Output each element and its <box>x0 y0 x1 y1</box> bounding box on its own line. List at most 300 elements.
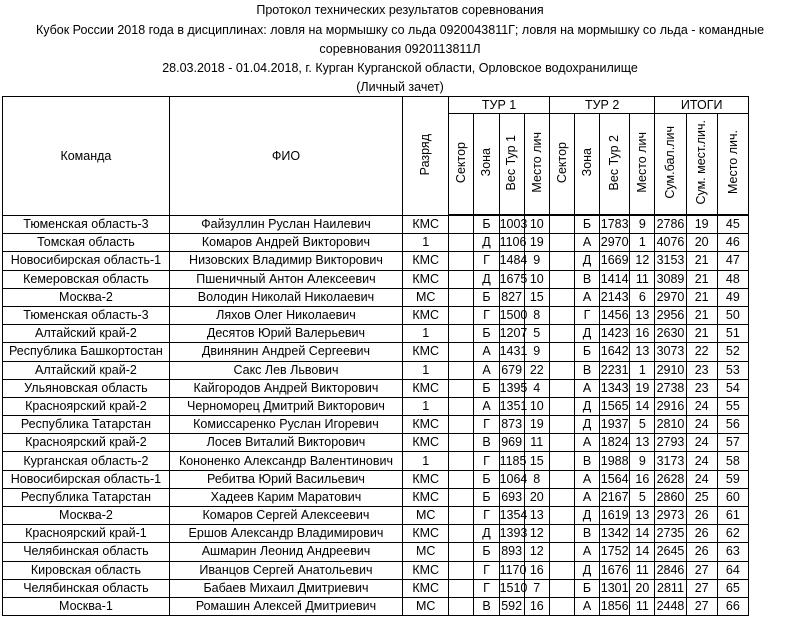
table-row <box>3 543 749 561</box>
place1-cell: 19 <box>524 416 549 434</box>
place2-cell: 9 <box>630 452 655 470</box>
name-cell: Лосев Виталий Викторович <box>169 434 402 452</box>
place1-cell: 11 <box>524 434 549 452</box>
zone1-cell: Б <box>474 488 499 506</box>
weight1-cell: 1484 <box>499 252 524 270</box>
zone1-cell: Г <box>474 416 499 434</box>
rank-cell: КМС <box>403 343 449 361</box>
place1-cell: 4 <box>524 379 549 397</box>
zone2-cell: В <box>574 361 599 379</box>
team-cell: Москва-2 <box>3 507 170 525</box>
sector2-cell <box>549 434 574 452</box>
rank-cell: КМС <box>403 215 449 234</box>
name-cell: Ляхов Олег Николаевич <box>169 306 402 324</box>
sector1-cell <box>449 361 474 379</box>
place1-cell: 10 <box>524 215 549 234</box>
sum-points-cell: 2630 <box>655 325 686 343</box>
zone1-cell: А <box>474 361 499 379</box>
sector2-cell <box>549 416 574 434</box>
weight1-cell: 1170 <box>499 561 524 579</box>
sum-points-cell: 2910 <box>655 361 686 379</box>
place2-cell: 13 <box>630 434 655 452</box>
place2-cell: 14 <box>630 397 655 415</box>
sum-places-cell: 25 <box>686 488 717 506</box>
zone2-cell: Б <box>574 343 599 361</box>
table-row <box>3 397 749 415</box>
sum-points-cell: 2916 <box>655 397 686 415</box>
sum-places-cell: 23 <box>686 361 717 379</box>
sector2-cell <box>549 579 574 597</box>
weight1-cell: 1510 <box>499 579 524 597</box>
name-cell: Кайгородов Андрей Викторович <box>169 379 402 397</box>
name-cell: Комаров Андрей Викторович <box>169 234 402 252</box>
sector1-cell <box>449 306 474 324</box>
table-row <box>3 252 749 270</box>
final-place-cell: 48 <box>717 270 748 288</box>
place1-cell: 15 <box>524 288 549 306</box>
final-place-cell: 58 <box>717 452 748 470</box>
weight2-cell: 2970 <box>600 234 630 252</box>
zone1-cell: Г <box>474 507 499 525</box>
zone2-cell: Д <box>574 325 599 343</box>
sector1-cell <box>449 597 474 615</box>
place1-cell: 15 <box>524 452 549 470</box>
zone1-cell: В <box>474 597 499 615</box>
sum-points-cell: 2793 <box>655 434 686 452</box>
sector2-cell <box>549 561 574 579</box>
sum-points-cell: 2810 <box>655 416 686 434</box>
rank-cell: КМС <box>403 561 449 579</box>
weight2-cell: 1783 <box>600 215 630 234</box>
sector2-cell <box>549 270 574 288</box>
table-row <box>3 488 749 506</box>
place2-cell: 13 <box>630 343 655 361</box>
weight1-cell: 592 <box>499 597 524 615</box>
sum-places-cell: 26 <box>686 507 717 525</box>
place2-cell: 11 <box>630 270 655 288</box>
place2-cell: 16 <box>630 325 655 343</box>
final-place-cell: 61 <box>717 507 748 525</box>
sector2-cell <box>549 470 574 488</box>
final-place-cell: 63 <box>717 543 748 561</box>
place2-cell: 1 <box>630 361 655 379</box>
weight2-cell: 1301 <box>600 579 630 597</box>
team-cell: Курганская область-2 <box>3 452 170 470</box>
weight2-cell: 1343 <box>600 379 630 397</box>
weight1-cell: 679 <box>499 361 524 379</box>
zone2-cell: А <box>574 543 599 561</box>
team-cell: Республика Башкортостан <box>3 343 170 361</box>
sector2-cell <box>549 525 574 543</box>
zone1-cell: Г <box>474 306 499 324</box>
place2-cell: 13 <box>630 507 655 525</box>
final-place-cell: 56 <box>717 416 748 434</box>
place2-cell: 5 <box>630 488 655 506</box>
rank-cell: КМС <box>403 525 449 543</box>
final-place-cell: 64 <box>717 561 748 579</box>
sector1-cell <box>449 488 474 506</box>
zone2-cell: Д <box>574 397 599 415</box>
zone1-cell: В <box>474 434 499 452</box>
place2-cell: 16 <box>630 470 655 488</box>
sum-points-cell: 3153 <box>655 252 686 270</box>
team-cell: Красноярский край-1 <box>3 525 170 543</box>
sector1-cell <box>449 325 474 343</box>
table-row <box>3 561 749 579</box>
rank-cell: КМС <box>403 416 449 434</box>
protocol-title: Протокол технических результатов соревнования <box>256 3 544 17</box>
zone1-cell: Г <box>474 561 499 579</box>
weight1-cell: 693 <box>499 488 524 506</box>
rank-cell: 1 <box>403 452 449 470</box>
team-cell: Тюменская область-3 <box>3 306 170 324</box>
sum-places-cell: 26 <box>686 543 717 561</box>
sum-places-cell: 21 <box>686 252 717 270</box>
weight2-cell: 1423 <box>600 325 630 343</box>
zone2-cell: А <box>574 597 599 615</box>
team-cell: Алтайский край-2 <box>3 361 170 379</box>
team-cell: Москва-1 <box>3 597 170 615</box>
sum-points-cell: 3073 <box>655 343 686 361</box>
col-weight1-header: Вес Тур 1 <box>499 114 524 216</box>
zone1-cell: Б <box>474 325 499 343</box>
rank-cell: МС <box>403 507 449 525</box>
team-cell: Ульяновская область <box>3 379 170 397</box>
final-place-cell: 46 <box>717 234 748 252</box>
weight1-cell: 1185 <box>499 452 524 470</box>
place2-cell: 13 <box>630 306 655 324</box>
sum-places-cell: 24 <box>686 397 717 415</box>
rank-cell: МС <box>403 543 449 561</box>
name-cell: Кононенко Александр Валентинович <box>169 452 402 470</box>
weight1-cell: 1500 <box>499 306 524 324</box>
table-row <box>3 434 749 452</box>
place2-cell: 12 <box>630 252 655 270</box>
team-cell: Кемеровская область <box>3 270 170 288</box>
sum-points-cell: 2970 <box>655 288 686 306</box>
place2-cell: 6 <box>630 288 655 306</box>
sum-places-cell: 26 <box>686 525 717 543</box>
sector2-cell <box>549 234 574 252</box>
team-cell: Новосибирская область-1 <box>3 252 170 270</box>
sector1-cell <box>449 543 474 561</box>
weight1-cell: 1354 <box>499 507 524 525</box>
sum-places-cell: 23 <box>686 379 717 397</box>
sector2-cell <box>549 379 574 397</box>
sector1-cell <box>449 252 474 270</box>
weight2-cell: 2143 <box>600 288 630 306</box>
zone1-cell: Д <box>474 525 499 543</box>
place1-cell: 10 <box>524 270 549 288</box>
sum-places-cell: 22 <box>686 343 717 361</box>
sum-points-cell: 3173 <box>655 452 686 470</box>
final-place-cell: 66 <box>717 597 748 615</box>
place1-cell: 9 <box>524 252 549 270</box>
table-row <box>3 579 749 597</box>
col-rank-header: Разряд <box>403 97 449 216</box>
final-place-cell: 45 <box>717 215 748 234</box>
place1-cell: 5 <box>524 325 549 343</box>
sector2-cell <box>549 343 574 361</box>
team-cell: Республика Татарстан <box>3 416 170 434</box>
name-cell: Низовских Владимир Викторович <box>169 252 402 270</box>
col-sum-places-header: Сум. мест.лич. <box>686 114 717 216</box>
weight1-cell: 1207 <box>499 325 524 343</box>
sum-points-cell: 2786 <box>655 215 686 234</box>
place2-cell: 14 <box>630 525 655 543</box>
sum-points-cell: 2846 <box>655 561 686 579</box>
table-row <box>3 270 749 288</box>
sector2-cell <box>549 507 574 525</box>
sum-points-cell: 2738 <box>655 379 686 397</box>
place1-cell: 12 <box>524 525 549 543</box>
col-place1-header: Место лич <box>524 114 549 216</box>
final-place-cell: 59 <box>717 470 748 488</box>
place2-cell: 14 <box>630 543 655 561</box>
weight2-cell: 1564 <box>600 470 630 488</box>
sector1-cell <box>449 416 474 434</box>
name-cell: Комаров Сергей Алексеевич <box>169 507 402 525</box>
zone1-cell: А <box>474 343 499 361</box>
sector1-cell <box>449 470 474 488</box>
rank-cell: КМС <box>403 470 449 488</box>
col-team-header: Команда <box>3 97 170 216</box>
col-zone1-header: Зона <box>474 114 499 216</box>
sum-places-cell: 27 <box>686 561 717 579</box>
sum-places-cell: 21 <box>686 270 717 288</box>
place2-cell: 9 <box>630 215 655 234</box>
competition-name: Кубок России 2018 года в дисциплинах: ловля на мормышку со льда 0920043811Г; ловля на мормышку со льда - командные <box>35 23 765 37</box>
rank-cell: КМС <box>403 252 449 270</box>
sum-points-cell: 2645 <box>655 543 686 561</box>
weight2-cell: 1676 <box>600 561 630 579</box>
sector2-cell <box>549 252 574 270</box>
place2-cell: 19 <box>630 379 655 397</box>
sum-points-cell: 2448 <box>655 597 686 615</box>
team-cell: Москва-2 <box>3 288 170 306</box>
sector1-cell <box>449 215 474 234</box>
zone1-cell: Г <box>474 252 499 270</box>
place1-cell: 7 <box>524 579 549 597</box>
zone1-cell: Г <box>474 452 499 470</box>
rank-cell: КМС <box>403 306 449 324</box>
group-tour2-header: ТУР 2 <box>549 97 655 114</box>
table-row <box>3 306 749 324</box>
zone1-cell: Г <box>474 579 499 597</box>
sum-points-cell: 2735 <box>655 525 686 543</box>
zone2-cell: А <box>574 470 599 488</box>
table-row <box>3 215 749 234</box>
col-sector2-header: Сектор <box>549 114 574 216</box>
col-weight2-header: Вес Тур 2 <box>600 114 630 216</box>
sector1-cell <box>449 234 474 252</box>
name-cell: Бабаев Михаил Дмитриевич <box>169 579 402 597</box>
place1-cell: 13 <box>524 507 549 525</box>
sum-places-cell: 19 <box>686 215 717 234</box>
place2-cell: 11 <box>630 597 655 615</box>
sector1-cell <box>449 343 474 361</box>
weight1-cell: 1431 <box>499 343 524 361</box>
sector1-cell <box>449 434 474 452</box>
team-cell: Томская область <box>3 234 170 252</box>
final-place-cell: 49 <box>717 288 748 306</box>
col-sector1-header: Сектор <box>449 114 474 216</box>
sector2-cell <box>549 325 574 343</box>
weight1-cell: 969 <box>499 434 524 452</box>
col-sum-points-header: Сум.бал.лич <box>655 114 686 216</box>
name-cell: Черноморец Дмитрий Викторович <box>169 397 402 415</box>
name-cell: Ершов Александр Владимирович <box>169 525 402 543</box>
rank-cell: 1 <box>403 397 449 415</box>
team-cell: Кировская область <box>3 561 170 579</box>
team-cell: Тюменская область-3 <box>3 215 170 234</box>
protocol-header <box>0 0 800 96</box>
weight2-cell: 1669 <box>600 252 630 270</box>
table-row <box>3 325 749 343</box>
final-place-cell: 65 <box>717 579 748 597</box>
weight1-cell: 1393 <box>499 525 524 543</box>
col-name-header: ФИО <box>169 97 402 216</box>
weight2-cell: 1856 <box>600 597 630 615</box>
name-cell: Иванцов Сергей Анатольевич <box>169 561 402 579</box>
col-zone2-header: Зона <box>574 114 599 216</box>
sector2-cell <box>549 597 574 615</box>
weight2-cell: 1414 <box>600 270 630 288</box>
rank-cell: КМС <box>403 579 449 597</box>
zone1-cell: Д <box>474 270 499 288</box>
sum-points-cell: 4076 <box>655 234 686 252</box>
sector1-cell <box>449 379 474 397</box>
sum-places-cell: 24 <box>686 434 717 452</box>
col-place2-header: Место лич <box>630 114 655 216</box>
rank-cell: КМС <box>403 434 449 452</box>
final-place-cell: 62 <box>717 525 748 543</box>
name-cell: Ашмарин Леонид Андреевич <box>169 543 402 561</box>
results-table <box>2 96 749 616</box>
sector1-cell <box>449 525 474 543</box>
col-final-place-header: Место лич. <box>717 114 748 216</box>
team-cell: Красноярский край-2 <box>3 397 170 415</box>
table-row <box>3 361 749 379</box>
zone1-cell: Б <box>474 470 499 488</box>
sector1-cell <box>449 579 474 597</box>
place1-cell: 10 <box>524 397 549 415</box>
name-cell: Ромашин Алексей Дмитриевич <box>169 597 402 615</box>
place1-cell: 16 <box>524 561 549 579</box>
weight1-cell: 1106 <box>499 234 524 252</box>
name-cell: Хадеев Карим Маратович <box>169 488 402 506</box>
table-row <box>3 507 749 525</box>
sum-places-cell: 27 <box>686 597 717 615</box>
sum-points-cell: 2628 <box>655 470 686 488</box>
sector1-cell <box>449 452 474 470</box>
sum-places-cell: 24 <box>686 470 717 488</box>
rank-cell: КМС <box>403 488 449 506</box>
team-cell: Алтайский край-2 <box>3 325 170 343</box>
zone2-cell: А <box>574 234 599 252</box>
place1-cell: 16 <box>524 597 549 615</box>
date-location: 28.03.2018 - 01.04.2018, г. Курган Курганской области, Орловское водохранилище <box>162 61 638 75</box>
weight2-cell: 1824 <box>600 434 630 452</box>
sector2-cell <box>549 397 574 415</box>
table-row <box>3 470 749 488</box>
weight2-cell: 1342 <box>600 525 630 543</box>
zone2-cell: В <box>574 452 599 470</box>
weight2-cell: 1937 <box>600 416 630 434</box>
table-row <box>3 234 749 252</box>
sector1-cell <box>449 561 474 579</box>
team-cell: Новосибирская область-1 <box>3 470 170 488</box>
zone2-cell: Д <box>574 252 599 270</box>
zone2-cell: Д <box>574 507 599 525</box>
name-cell: Володин Николай Николаевич <box>169 288 402 306</box>
sum-places-cell: 21 <box>686 306 717 324</box>
place1-cell: 12 <box>524 543 549 561</box>
sum-points-cell: 2860 <box>655 488 686 506</box>
zone2-cell: В <box>574 270 599 288</box>
zone2-cell: Д <box>574 561 599 579</box>
table-row <box>3 288 749 306</box>
weight2-cell: 2231 <box>600 361 630 379</box>
competition-code: соревнования 0920113811Л <box>319 42 481 56</box>
weight2-cell: 1988 <box>600 452 630 470</box>
name-cell: Файзуллин Руслан Наилевич <box>169 215 402 234</box>
place1-cell: 8 <box>524 306 549 324</box>
final-place-cell: 52 <box>717 343 748 361</box>
sum-places-cell: 24 <box>686 452 717 470</box>
weight1-cell: 1064 <box>499 470 524 488</box>
sum-points-cell: 2811 <box>655 579 686 597</box>
ranking-type: (Личный зачет) <box>356 80 444 94</box>
sum-points-cell: 2956 <box>655 306 686 324</box>
sector2-cell <box>549 488 574 506</box>
rank-cell: МС <box>403 288 449 306</box>
weight1-cell: 1003 <box>499 215 524 234</box>
final-place-cell: 50 <box>717 306 748 324</box>
place2-cell: 11 <box>630 561 655 579</box>
zone1-cell: Б <box>474 288 499 306</box>
place1-cell: 9 <box>524 343 549 361</box>
weight1-cell: 1395 <box>499 379 524 397</box>
sector2-cell <box>549 306 574 324</box>
zone1-cell: Д <box>474 234 499 252</box>
sector2-cell <box>549 288 574 306</box>
table-row <box>3 343 749 361</box>
name-cell: Сакс Лев Львович <box>169 361 402 379</box>
rank-cell: 1 <box>403 361 449 379</box>
zone1-cell: Б <box>474 543 499 561</box>
zone2-cell: А <box>574 288 599 306</box>
zone1-cell: Б <box>474 215 499 234</box>
zone2-cell: А <box>574 434 599 452</box>
final-place-cell: 60 <box>717 488 748 506</box>
zone2-cell: Б <box>574 215 599 234</box>
zone2-cell: Г <box>574 306 599 324</box>
weight2-cell: 1619 <box>600 507 630 525</box>
sum-places-cell: 21 <box>686 288 717 306</box>
name-cell: Пшеничный Антон Алексеевич <box>169 270 402 288</box>
weight1-cell: 827 <box>499 288 524 306</box>
weight2-cell: 1752 <box>600 543 630 561</box>
zone2-cell: Б <box>574 579 599 597</box>
zone1-cell: А <box>474 397 499 415</box>
weight2-cell: 1565 <box>600 397 630 415</box>
zone2-cell: А <box>574 379 599 397</box>
sector1-cell <box>449 288 474 306</box>
final-place-cell: 57 <box>717 434 748 452</box>
rank-cell: КМС <box>403 379 449 397</box>
team-cell: Челябинская область <box>3 543 170 561</box>
